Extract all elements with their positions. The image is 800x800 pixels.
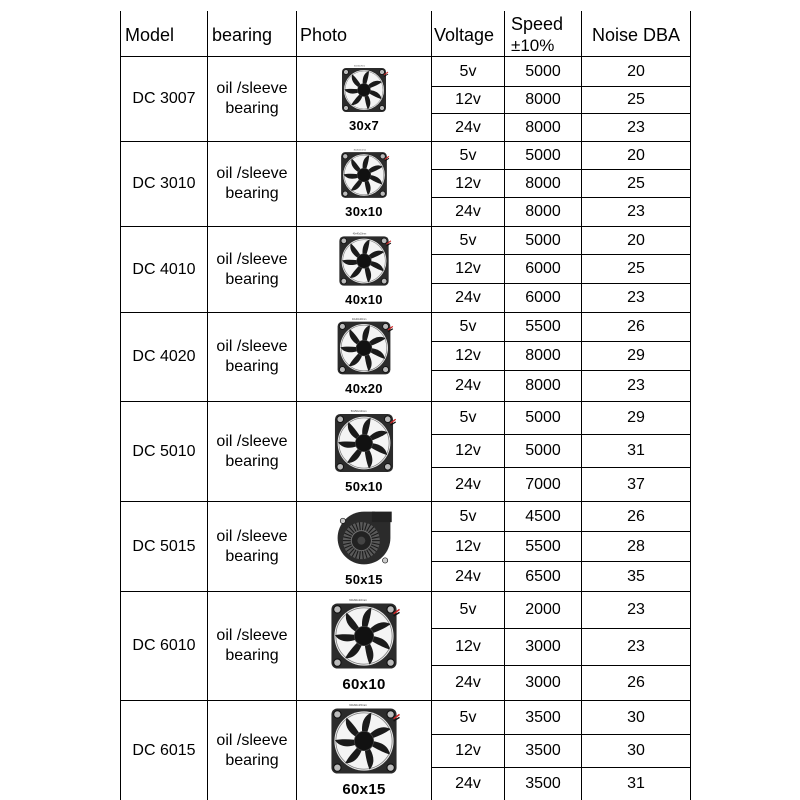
speed-cell: 5000	[525, 409, 561, 426]
bearing-cell	[208, 402, 296, 501]
bearing-type-label: oil /sleeve	[216, 80, 288, 97]
voltage-cell: 5v	[459, 318, 477, 335]
speed-cell: 8000	[525, 91, 561, 108]
voltage-cell: 24v	[455, 289, 481, 306]
svg-text:40x40x20mm: 40x40x20mm	[352, 318, 367, 322]
speed-cell: 3500	[525, 708, 561, 726]
noise-cell: 23	[627, 638, 645, 655]
bearing-cell	[208, 592, 296, 700]
noise-cell: 23	[627, 377, 645, 394]
model-cell: DC 6015	[132, 741, 196, 759]
photo-cell	[297, 57, 431, 141]
voltage-cell: 12v	[455, 347, 481, 364]
axial-fan-icon	[331, 408, 397, 478]
noise-cell: 20	[627, 231, 645, 249]
photo-cell	[297, 227, 431, 312]
noise-cell: 30	[627, 742, 645, 759]
voltage-cell: 5v	[459, 708, 477, 726]
voltage-cell: 24v	[455, 475, 481, 493]
header-noise: Noise DBA	[592, 24, 681, 45]
bearing-cell	[208, 502, 296, 591]
svg-text:30x30x7mm: 30x30x7mm	[354, 65, 365, 68]
bearing-cell	[208, 313, 296, 401]
model-cell: DC 4020	[132, 348, 196, 365]
noise-cell: 26	[627, 318, 645, 335]
blower-fan-icon	[331, 505, 397, 571]
noise-cell: 37	[627, 475, 645, 493]
axial-fan-icon	[327, 702, 401, 780]
noise-cell: 30	[627, 708, 645, 726]
bearing-type-label: oil /sleeve	[216, 250, 288, 268]
voltage-cell: 12v	[455, 742, 481, 759]
model-cell: DC 5010	[132, 442, 196, 460]
header-photo: Photo	[300, 24, 348, 45]
photo-cell	[297, 313, 431, 401]
bearing-cell	[208, 701, 296, 800]
header-speed-label: Speed	[511, 14, 564, 34]
noise-cell: 31	[627, 775, 645, 792]
svg-text:60x60x10mm: 60x60x10mm	[349, 598, 367, 603]
axial-fan-icon	[336, 231, 392, 291]
voltage-cell: 5v	[459, 409, 477, 426]
bearing-type-label: oil /sleeve	[216, 627, 288, 644]
speed-cell: 6000	[525, 289, 561, 306]
noise-cell: 29	[627, 347, 645, 364]
speed-cell: 6000	[525, 260, 561, 277]
noise-cell: 23	[627, 203, 645, 220]
noise-cell: 25	[627, 174, 645, 192]
voltage-cell: 24v	[455, 203, 481, 220]
speed-cell: 3500	[525, 775, 561, 792]
svg-text:50x50x10mm: 50x50x10mm	[350, 409, 367, 413]
header-model: Model	[125, 24, 175, 45]
photo-cell	[297, 502, 431, 591]
noise-cell: 28	[627, 537, 645, 555]
noise-cell: 23	[627, 289, 645, 306]
speed-cell: 5500	[525, 537, 561, 555]
model-cell: DC 6010	[132, 637, 196, 654]
bearing-type-label: oil /sleeve	[216, 731, 288, 749]
noise-cell: 26	[627, 674, 645, 691]
noise-cell: 29	[627, 409, 645, 426]
voltage-cell: 12v	[455, 91, 481, 108]
fan-size-label: 40x10	[345, 291, 383, 307]
bearing-cell	[208, 142, 296, 226]
bearing-word-label: bearing	[225, 547, 279, 565]
bearing-type-label: oil /sleeve	[216, 527, 288, 545]
voltage-cell: 24v	[455, 567, 481, 585]
axial-fan-icon	[338, 147, 390, 203]
bearing-word-label: bearing	[225, 751, 279, 769]
voltage-cell: 5v	[459, 601, 477, 618]
speed-cell: 5500	[525, 318, 561, 335]
header-speed	[511, 12, 563, 58]
speed-cell: 5000	[525, 231, 561, 249]
bearing-cell	[208, 57, 296, 141]
bearing-type-label: oil /sleeve	[216, 338, 288, 355]
voltage-cell: 5v	[459, 62, 477, 80]
speed-cell: 6500	[525, 567, 561, 585]
bearing-word-label: bearing	[225, 270, 279, 288]
voltage-cell: 12v	[455, 260, 481, 277]
axial-fan-icon	[327, 597, 401, 675]
model-cell: DC 4010	[132, 260, 196, 278]
bearing-type-label: oil /sleeve	[216, 432, 288, 450]
voltage-cell: 12v	[455, 638, 481, 655]
speed-cell: 8000	[525, 203, 561, 220]
svg-text:60x60x15mm: 60x60x15mm	[349, 702, 367, 707]
fan-size-label: 30x7	[348, 118, 380, 134]
speed-cell: 8000	[525, 174, 561, 192]
voltage-cell: 12v	[455, 174, 481, 192]
speed-cell: 8000	[525, 377, 561, 394]
speed-cell: 3500	[525, 742, 561, 759]
axial-fan-icon	[334, 316, 394, 380]
speed-cell: 5000	[525, 146, 561, 164]
header-speed-tolerance: ±10%	[511, 35, 555, 55]
speed-cell: 7000	[525, 475, 561, 493]
bearing-word-label: bearing	[225, 452, 279, 470]
speed-cell: 2000	[525, 601, 561, 618]
noise-cell: 20	[627, 62, 645, 80]
voltage-cell: 5v	[459, 231, 477, 249]
bearing-word-label: bearing	[225, 100, 279, 117]
speed-cell: 3000	[525, 674, 561, 691]
speed-cell: 4500	[525, 507, 561, 525]
voltage-cell: 5v	[459, 146, 477, 164]
header-voltage: Voltage	[434, 24, 495, 45]
noise-cell: 23	[627, 118, 645, 136]
voltage-cell: 24v	[455, 674, 481, 691]
voltage-cell: 5v	[459, 507, 477, 525]
noise-cell: 31	[627, 442, 645, 459]
noise-cell: 20	[627, 146, 645, 164]
photo-cell	[297, 402, 431, 501]
bearing-word-label: bearing	[225, 185, 279, 202]
photo-cell	[297, 142, 431, 226]
voltage-cell: 24v	[455, 775, 481, 792]
svg-text:40x40x10mm: 40x40x10mm	[352, 233, 367, 236]
voltage-cell: 12v	[455, 537, 481, 555]
model-cell: DC 5015	[132, 537, 196, 555]
bearing-word-label: bearing	[225, 358, 279, 375]
model-cell: DC 3010	[132, 175, 196, 192]
speed-cell: 5000	[525, 62, 561, 80]
photo-cell	[297, 701, 431, 800]
model-cell: DC 3007	[132, 90, 196, 107]
speed-cell: 8000	[525, 347, 561, 364]
fan-size-label: 60x15	[342, 780, 386, 798]
noise-cell: 26	[627, 507, 645, 525]
fan-size-label: 60x10	[342, 676, 386, 694]
noise-cell: 25	[627, 91, 645, 108]
grid-vertical-line	[690, 11, 691, 800]
speed-cell: 5000	[525, 442, 561, 459]
noise-cell: 25	[627, 260, 645, 277]
speed-cell: 8000	[525, 118, 561, 136]
fan-size-label: 30x10	[345, 204, 383, 220]
photo-cell	[297, 592, 431, 700]
speed-cell: 3000	[525, 638, 561, 655]
svg-text:30x30x10mm: 30x30x10mm	[353, 149, 367, 152]
noise-cell: 35	[627, 567, 645, 585]
voltage-cell: 24v	[455, 118, 481, 136]
voltage-cell: 24v	[455, 377, 481, 394]
fan-size-label: 50x10	[345, 478, 383, 494]
fan-size-label: 40x20	[345, 381, 383, 397]
bearing-word-label: bearing	[225, 647, 279, 664]
header-bearing: bearing	[212, 24, 273, 45]
axial-fan-icon	[339, 63, 389, 117]
noise-cell: 23	[627, 601, 645, 618]
voltage-cell: 12v	[455, 442, 481, 459]
bearing-cell	[208, 227, 296, 312]
bearing-type-label: oil /sleeve	[216, 165, 288, 182]
fan-size-label: 50x15	[345, 571, 383, 587]
